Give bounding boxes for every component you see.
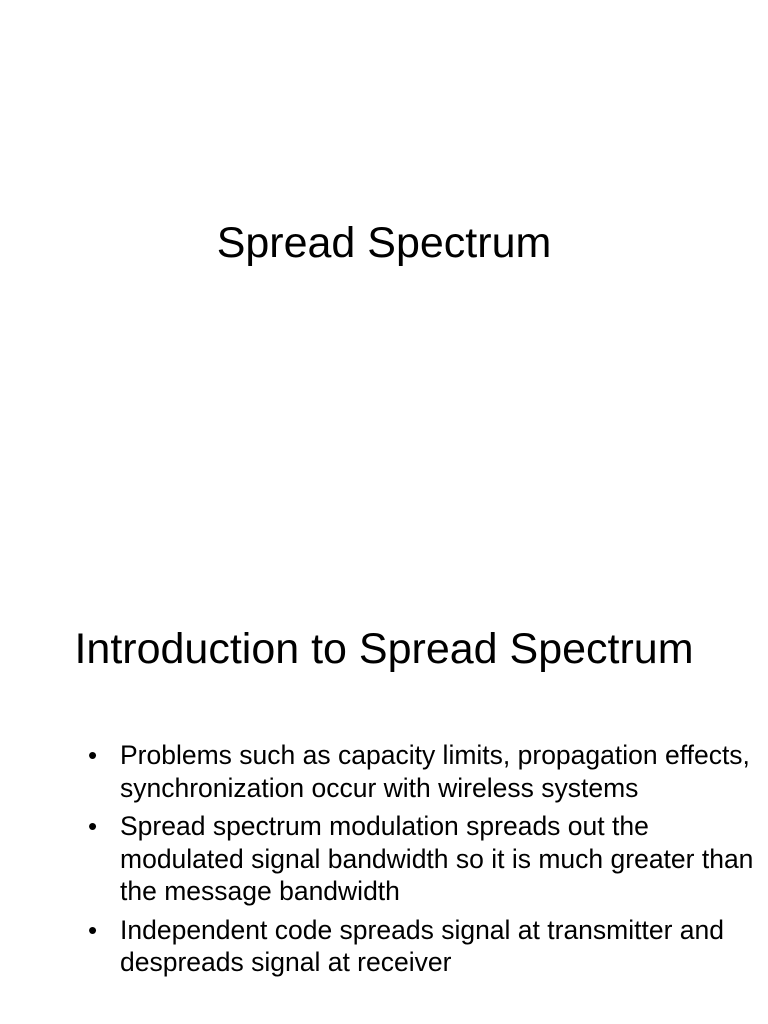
slide-2-title: Introduction to Spread Spectrum: [74, 625, 694, 673]
bullet-list: [88, 739, 758, 985]
bullet-text: Independent code spreads signal at transmitter and despreads signal at receiver: [120, 914, 725, 977]
bullet-icon: •: [88, 811, 98, 841]
bullet-icon: •: [88, 914, 98, 945]
bullet-item: [88, 810, 758, 908]
bullet-item: [88, 739, 758, 804]
bullet-icon: •: [88, 740, 98, 770]
slide-1-title: Spread Spectrum: [216, 219, 552, 267]
slide-title: [0, 0, 768, 405]
bullet-text: Spread spectrum modulation spreads out the modulated signal bandwidth so it is much greater than the message bandwidth: [120, 811, 754, 906]
slide-introduction: [0, 405, 768, 1024]
bullet-text: Problems such as capacity limits, propagation effects, synchronization occur with wireless systems: [120, 740, 750, 803]
bullet-item: [88, 914, 758, 979]
